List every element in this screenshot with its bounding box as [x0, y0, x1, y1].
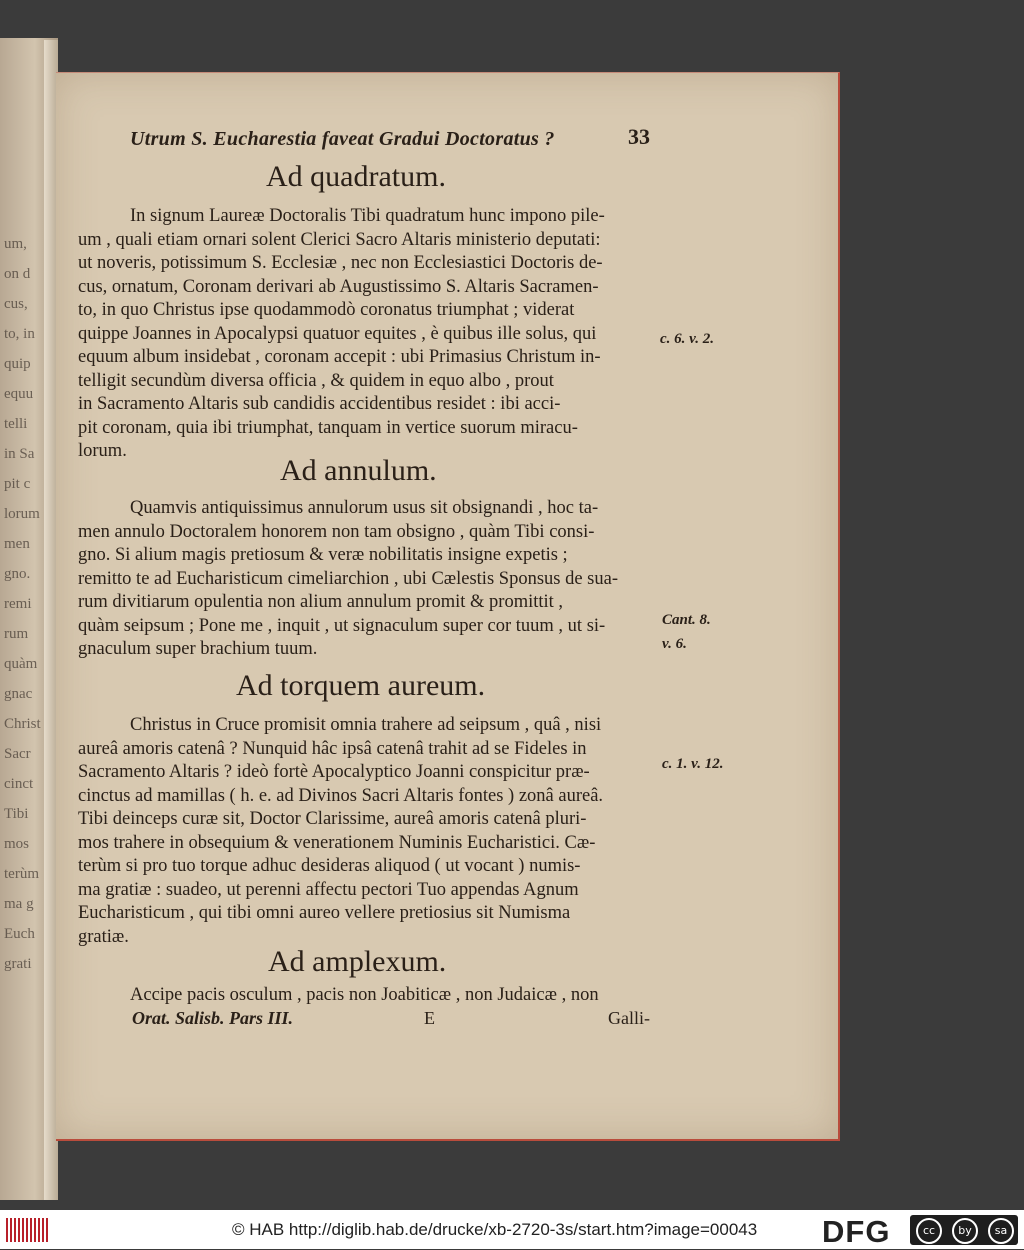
text-line: quippe Joannes in Apocalypsi quatuor equites , è quibus ille solus, qui [78, 323, 597, 344]
left-page-fragment: cinct [4, 776, 34, 792]
left-page-fragment: on d [4, 266, 31, 282]
cc-license-icon[interactable] [910, 1215, 1018, 1245]
footer-bar [0, 1210, 1024, 1249]
text-line: gnaculum super brachium tuum. [78, 639, 318, 659]
text-line: ma gratiæ : suadeo, ut perenni affectu pectori Tuo appendas Agnum [78, 879, 579, 900]
catchline-word: Galli- [608, 1008, 650, 1028]
text-line: In signum Laureæ Doctoralis Tibi quadratum hunc impono pile- [130, 206, 605, 226]
text-line: remitto te ad Eucharisticum cimeliarchion , ubi Cælestis Sponsus de sua- [78, 568, 618, 589]
page-number: 33 [628, 124, 650, 149]
left-page-fragment: Tibi [4, 806, 29, 822]
section-body-amplexum [78, 984, 658, 1008]
text-line: rum divitiarum opulentia non alium annulum promit & promittit , [78, 592, 564, 612]
left-page-fragment: mos [4, 836, 30, 852]
text-line: lorum. [78, 441, 127, 461]
left-page-fragment: rum [4, 626, 29, 642]
text-line: Christus in Cruce promisit omnia trahere ad seipsum , quâ , nisi [130, 715, 602, 735]
left-page-fragment: pit c [4, 476, 31, 492]
left-page-fragment: terùm [4, 866, 39, 882]
text-line: gno. Si alium magis pretiosum & veræ nobilitatis insigne expetis ; [78, 545, 568, 565]
section-body-torquem [78, 714, 658, 949]
left-page-fragment: grati [4, 956, 32, 972]
text-line: terùm si pro tuo torque adhuc desideras aliquod ( ut vocant ) numis- [78, 856, 581, 876]
left-page-fragment: Sacr [4, 746, 31, 762]
left-page-fragment: remi [4, 596, 32, 612]
text-line: aureâ amoris catenâ ? Nunquid hâc ipsâ catenâ trahit ad se Fideles in [78, 738, 587, 759]
text-line: um , quali etiam ornari solent Clerici Sacro Altaris ministerio deputati: [78, 229, 601, 250]
text-line: gratiæ. [78, 926, 129, 947]
text-line: Sacramento Altaris ? ideò fortè Apocalyptico Joanni conspicitur præ- [78, 762, 590, 782]
text-line: cus, ornatum, Coronam derivari ab Augustissimo S. Altaris Sacramen- [78, 276, 599, 297]
text-line: Tibi deinceps curæ sit, Doctor Clarissime, aureâ amoris catenâ pluri- [78, 809, 587, 829]
left-page-fragment: to, in [4, 326, 35, 342]
left-page-fragment: quip [4, 356, 31, 372]
left-page-fragment: in Sa [4, 446, 35, 462]
text-line: Eucharisticum , qui tibi omni aureo vellere pretiosius sit Numisma [78, 903, 571, 923]
text-line: to, in quo Christus ipse quodammodò coronatus triumphat ; viderat [78, 300, 575, 320]
sa-icon: sa [988, 1218, 1014, 1244]
left-page-fragment: lorum [4, 506, 40, 522]
left-page-fragment: men [4, 536, 30, 552]
section-heading-torquem: Ad torquem aureum. [236, 669, 486, 702]
section-body-annulum [78, 497, 658, 662]
left-page-fragment: Christ [4, 716, 41, 732]
hab-logo-icon [6, 1218, 48, 1242]
left-page-fragment: gnac [4, 686, 33, 702]
text-line: men annulo Doctoralem honorem non tam obsigno , quàm Tibi consi- [78, 521, 595, 542]
running-head: Utrum S. Eucharestia faveat Gradui Doctoratus ? [130, 128, 555, 150]
section-heading-quadratum: Ad quadratum. [266, 160, 446, 193]
catchline-title: Orat. Salisb. Pars III. [132, 1008, 294, 1028]
section-body-quadratum [78, 205, 658, 464]
by-icon: by [952, 1218, 978, 1244]
text-line: quàm seipsum ; Pone me , inquit , ut signaculum super cor tuum , ut si- [78, 615, 606, 636]
margin-note: Cant. 8. [662, 612, 711, 628]
text-line: in Sacramento Altaris sub candidis accidentibus residet : ibi acci- [78, 394, 561, 414]
text-line: pit coronam, quia ibi triumphat, tanquam in vertice suorum miracu- [78, 417, 578, 438]
cc-icon: cc [916, 1218, 942, 1244]
left-page-fragment: Euch [4, 926, 35, 942]
dfg-logo: DFG [822, 1214, 891, 1249]
left-page-fragment: quàm [4, 656, 38, 672]
left-page-fragment: gno. [4, 566, 31, 582]
catchline-signature: E [424, 1008, 435, 1028]
section-heading-annulum: Ad annulum. [280, 454, 437, 487]
left-page-fragment: um, [4, 236, 27, 252]
text-line: Accipe pacis osculum , pacis non Joabiticæ , non Judaicæ , non [130, 985, 599, 1005]
text-line: mos trahere in obsequium & venerationem Numinis Eucharistici. Cæ- [78, 832, 596, 853]
margin-note: c. 6. v. 2. [660, 331, 715, 347]
text-line: cinctus ad mamillas ( h. e. ad Divinos Sacri Altaris fontes ) zonâ aureâ. [78, 785, 604, 806]
text-line: Quamvis antiquissimus annulorum usus sit obsignandi , hoc ta- [130, 498, 599, 518]
text-line: ut noveris, potissimum S. Ecclesiæ , nec non Ecclesiastici Doctoris de- [78, 253, 603, 273]
left-page-fragment: cus, [4, 296, 28, 312]
left-page-fragment: ma g [4, 896, 34, 912]
text-line: equum album insidebat , coronam accepit : ubi Primasius Christum in- [78, 347, 601, 367]
left-page-fragment: telli [4, 416, 28, 432]
section-heading-amplexum: Ad amplexum. [268, 945, 447, 978]
margin-note: v. 6. [662, 636, 687, 652]
left-page-fragment: equu [4, 386, 34, 402]
margin-note: c. 1. v. 12. [662, 756, 724, 772]
footer-credit-link[interactable]: © HAB http://diglib.hab.de/drucke/xb-2720-3s/start.htm?image=00043 [232, 1220, 758, 1239]
text-line: telligit secundùm diversa officia , & quidem in equo albo , prout [78, 370, 554, 391]
